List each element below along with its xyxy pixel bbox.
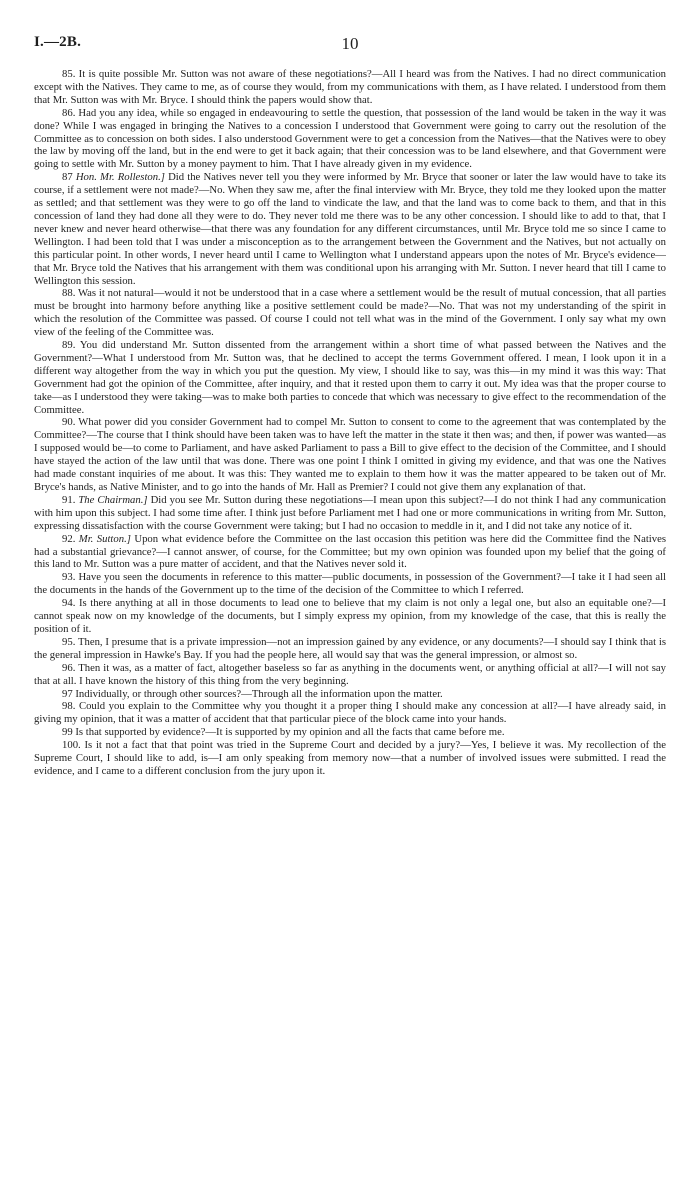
- speaker-label: The Chairman.]: [78, 493, 148, 506]
- question-text: Was it not natural—would it not be understood that in a case where a settlement would be the result of mutual concession, that all parties must be brought into harmony before anything like a positive settlement could be made?—No. That was not my understanding of the spirit in which the resolution of the Committee was passed. Of course I could not tell what was in the mind of the Government. I only say what my own view of the feeling of the Committee was.: [34, 287, 666, 339]
- question-85: [34, 68, 666, 107]
- question-number: 85.: [62, 68, 76, 80]
- document-reference: I.—2B.: [34, 34, 82, 50]
- question-text: Upon what evidence before the Committee on the last occasion this petition was here did the Committee find the Natives had a substantial grievance?—I cannot answer, of course, for the Committee; but my own opinion was founded upon my belief that the going of this land to Mr. Sutton was a pure matter of accident, and that the Natives never sold it.: [34, 532, 667, 571]
- question-number: 89.: [62, 339, 76, 352]
- speaker-label: Hon. Mr. Rolleston.]: [75, 171, 165, 184]
- question-text: You did understand Mr. Sutton dissented from the arrangement within a short time of what passed between the Natives and the Government?—What I understood from Mr. Sutton was, that he declined to accept the terms Government offered. I mean, I look upon it in a different way altogether from the way in which you put the question. My view, I should like to say, was this—in my mind it was this way: That Government had got the opinion of the Committee, after inquiry, and that it rested upon them to carry it out. My idea was that the proper course to take—as I understood they were taking—was to make both parties to concede that which was necessary to give effect to the recommendation of the Committee.: [34, 339, 666, 416]
- question-86: [34, 107, 666, 172]
- question-number: 98.: [62, 700, 76, 713]
- question-91: [34, 494, 666, 533]
- question-number: 88.: [62, 287, 76, 300]
- speaker-label: Mr. Sutton.]: [78, 532, 131, 545]
- page-body: [34, 68, 666, 778]
- question-92: [34, 533, 666, 572]
- question-text: Did you see Mr. Sutton during these negotiations—I mean upon this subject?—I do not think I had any communication with him upon this subject. I had some time after. I think just before Parliament met I had one or more communications in writing from Mr. Sutton, expressing dissatisfaction with the course Government were taking; but I had no occasion to meddle in it, and I did not take any notice of it.: [34, 493, 667, 532]
- question-number: 90.: [62, 416, 76, 429]
- page-header: [34, 34, 666, 60]
- question-number: 86.: [62, 106, 76, 119]
- question-text: Have you seen the documents in reference to this matter—public documents, in possession of the Government?—I take it I had seen all the documents in the hands of the Government up to the time of the decision of the Committee to which I referred.: [34, 571, 667, 597]
- question-99: [34, 726, 666, 739]
- question-number: 99: [62, 726, 73, 739]
- question-text: Then it was, as a matter of fact, altogether baseless so far as anything in the documents went, or anything official at all?—I will not say that at all. I have known the history of this thing from the very beginning.: [34, 661, 666, 687]
- question-number: 91.: [62, 493, 76, 506]
- question-97: [34, 688, 666, 701]
- question-text: Is there anything at all in those documents to lead one to believe that my claim is not only a legal one, but also an equitable one?—I cannot speak now on my knowledge of the documents, but I simply express my opinion, from my knowledge of the case, that this is really the position of it.: [34, 597, 667, 635]
- question-text: Did the Natives never tell you they were informed by Mr. Bryce that sooner or later the law would have to take its course, if a settlement were not made?—No. When they saw me, after the final interview with Mr. Bryce, they told me they looked upon the matter as settled; and that settlement was they were to go off the land to vindicate the law, and that the land was to come back to them, and that in this concession of land they had done all they were to do. They never told me there was to be any other concession. I should like to add to that, that I never knew and never heard otherwise—that there was any foundation for any different circumstances, until Mr. Bryce told me so since I came to Wellington. I had been told that I was under a misconception as to the arrangement between the Government and the Natives, but not actually on this particular point. In other words, I never heard until I came to Wellington what I understand appears upon the notes of Mr. Bryce's evidence—that Mr. Bryce told the Natives that his arrangement with them was conditional upon his arranging with Mr. Sutton. I never heard that till I came to Wellington this session.: [34, 171, 666, 287]
- question-text: What power did you consider Government had to compel Mr. Sutton to consent to come to the agreement that was contemplated by the Committee?—The course that I think should have been taken was to have left the matter in the state it then was; and then, if power was wanted—as I supposed would be—to come to Parliament, and have asked Parliament to pass a Bill to give effect to the decision of the Committee, and I should have stayed the action of the law until that was done. There was one point I think I omitted in giving my evidence, and that was one the Natives had made constant inquiries of me about. It was this: They wanted me to explain to them how it was the matter appeared to be taken out of Mr. Bryce's hands, as Native Minister, and to go into the hands of Mr. Hall as Premier? I could not give them any explanation of that.: [34, 416, 666, 493]
- question-number: 94.: [62, 597, 76, 610]
- question-87: [34, 171, 666, 287]
- question-89: [34, 339, 666, 416]
- question-number: 92.: [62, 532, 76, 545]
- question-number: 100.: [62, 739, 81, 752]
- question-number: 87: [62, 171, 73, 184]
- question-90: [34, 416, 666, 493]
- page-number: 10: [341, 34, 359, 53]
- question-100: [34, 739, 666, 778]
- question-number: 97: [62, 687, 73, 700]
- question-text: Is that supported by evidence?—It is supported by my opinion and all the facts that came before me.: [75, 726, 505, 739]
- question-text: Could you explain to the Committee why you thought it a proper thing I should make any concession at all?—I have already said, in giving my opinion, that it was a matter of accident that that particular piece of the block came into your hands.: [34, 700, 667, 726]
- question-number: 95.: [62, 635, 76, 648]
- question-text: Is it not a fact that that point was tried in the Supreme Court and decided by a jury?—Yes, I believe it was. My recollection of the Supreme Court, I should like to add, is—I am only speaking from memory now—that a number of involved issues were submitted. I read the evidence, and I came to a different conclusion from the jury upon it.: [34, 739, 666, 777]
- question-88: [34, 287, 666, 339]
- question-96: [34, 662, 666, 688]
- question-text: Then, I presume that is a private impression—not an impression gained by any evidence, or any documents?—I should say I think that is the general impression in Hawke's Bay. If you had the people here, all would say that was the general impression, or almost so.: [34, 635, 666, 661]
- question-text: Had you any idea, while so engaged in endeavouring to settle the question, that possession of the land would be taken in the way it was done? While I was engaged in bringing the Natives to a concession I understood that Government were going to carry out the resolution of the Committee as to concession on both sides. I also understood Government were to get a concession from the Natives—that the Natives were to obey the law by moving off the land, but in the end were to get it back again; that their concession was to be land elsewhere, and that Government were going to settle with Mr. Sutton by a money payment to him. That I have already given in my evidence.: [34, 106, 667, 171]
- question-93: [34, 571, 666, 597]
- question-number: 93.: [62, 571, 76, 584]
- question-94: [34, 597, 666, 636]
- question-95: [34, 636, 666, 662]
- question-number: 96.: [62, 661, 76, 674]
- question-98: [34, 700, 666, 726]
- question-text: Individually, or through other sources?—Through all the information upon the matter.: [75, 687, 443, 700]
- question-text: It is quite possible Mr. Sutton was not aware of these negotiations?—All I heard was from the Natives. I had no direct communication except with the Natives. They came to me, as of course they would, from my communications with them, as I have related. I understood from them that Mr. Sutton was with Mr. Bryce. I should think the papers would show that.: [34, 68, 667, 106]
